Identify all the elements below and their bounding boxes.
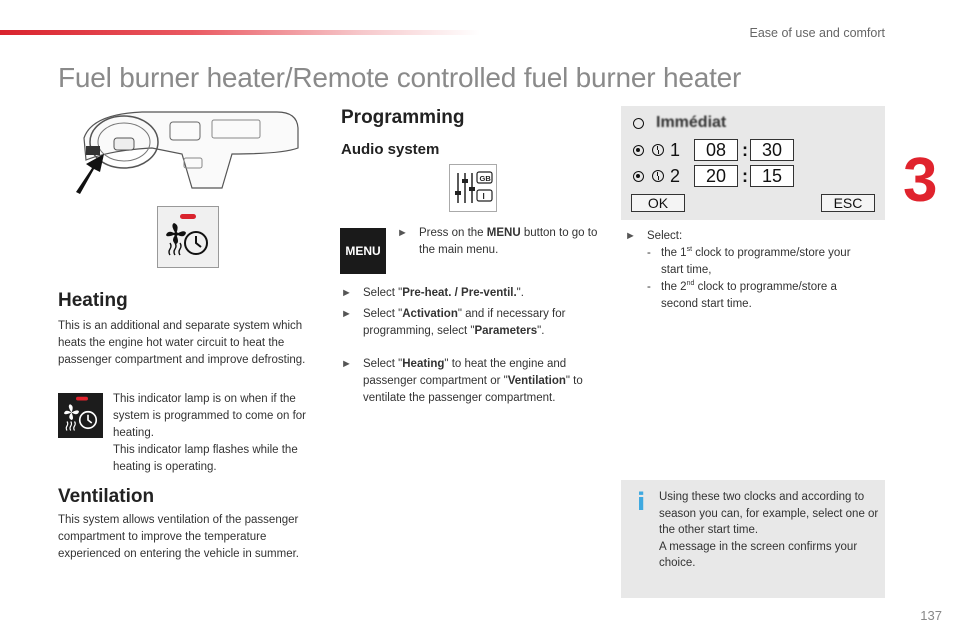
radio-selected-icon[interactable] [633, 145, 644, 156]
radio-selected-icon[interactable] [633, 171, 644, 182]
clock-icon [652, 170, 664, 182]
audio-system-icon [449, 164, 497, 212]
programming-heading: Programming [341, 107, 465, 128]
header-accent-bar [0, 30, 480, 35]
radio-off-icon[interactable] [633, 118, 644, 129]
select-intro: Select: [647, 230, 683, 242]
page-number: 137 [920, 608, 942, 623]
clock-2-hours-field[interactable]: 20 [694, 165, 738, 187]
clock-icon [652, 144, 664, 156]
svg-text:GB: GB [479, 174, 491, 183]
time-separator: : [742, 139, 748, 160]
chapter-number: 3 [903, 146, 938, 215]
clock-1-hours-field[interactable]: 08 [694, 139, 738, 161]
time-separator: : [742, 165, 748, 186]
section-title: Ease of use and comfort [749, 26, 885, 40]
arrow-bullet-icon: ► [341, 308, 352, 320]
ok-button[interactable]: OK [631, 194, 685, 212]
arrow-bullet-icon: ► [625, 230, 636, 242]
arrow-bullet-icon: ► [341, 358, 352, 370]
esc-button[interactable]: ESC [821, 194, 875, 212]
page-title: Fuel burner heater/Remote controlled fuel burner heater [58, 62, 742, 93]
info-text: Using these two clocks and according to season you can, for example, select one or the other start time. A message in the screen confirms your choice. [659, 491, 879, 569]
select-clocks-instruction [625, 228, 875, 313]
programming-step-3: ► Select "Activation" and if necessary for programming, select "Parameters". [341, 308, 566, 337]
programming-step-2: ► Select "Pre-heat. / Pre-ventil.". [341, 285, 601, 302]
heating-heading: Heating [58, 290, 128, 311]
heating-indicator-lamp-figure [157, 206, 219, 268]
select-clock-1-item: - the 1st clock to programme/store your start time, [647, 246, 851, 276]
indicator-lamp-description [113, 391, 318, 476]
clock-1-minutes-field[interactable]: 30 [750, 139, 794, 161]
heating-indicator-lamp [58, 393, 103, 438]
heating-description: This is an additional and separate system which heats the engine hot water circuit to heat the passenger compartment and improve defrosting. [58, 320, 306, 366]
programming-step-1: ► Press on the MENU button to go to the main menu. [397, 227, 598, 256]
clock-2-minutes-field[interactable]: 15 [750, 165, 794, 187]
clock-1-row[interactable] [633, 138, 794, 162]
immediate-label: Immédiat [656, 114, 727, 131]
programming-step-4: ► Select "Heating" to heat the engine and passenger compartment or "Ventilation" to ventilate the passenger compartment. [341, 358, 583, 404]
select-clock-2-item: - the 2nd clock to programme/store a second start time. [647, 280, 837, 310]
indicator-lamp-flash-text: This indicator lamp flashes while the heating is operating. [113, 444, 298, 473]
clock-2-row[interactable] [633, 164, 794, 188]
ventilation-description: This system allows ventilation of the passenger compartment to improve the temperature experienced on entering the vehicle in summer. [58, 514, 300, 560]
arrow-bullet-icon: ► [397, 227, 408, 239]
menu-button[interactable]: MENU [340, 228, 386, 274]
audio-system-heading: Audio system [341, 141, 440, 158]
clock-1-number: 1 [670, 139, 681, 160]
arrow-bullet-icon: ► [341, 287, 352, 299]
clock-2-number: 2 [670, 165, 681, 186]
immediate-option[interactable] [633, 111, 726, 135]
fan-clock-icon [158, 207, 218, 267]
info-icon: i [637, 488, 646, 516]
indicator-lamp-on-text: This indicator lamp is on when if the system is programmed to come on for heating. [113, 393, 307, 439]
fan-clock-icon-small [58, 393, 103, 438]
audio-settings-icon [450, 165, 496, 211]
dashboard-illustration [72, 108, 302, 198]
ventilation-heading: Ventilation [58, 486, 155, 507]
svg-text:I: I [482, 192, 485, 201]
programming-screen [621, 106, 885, 220]
info-box [621, 480, 885, 598]
